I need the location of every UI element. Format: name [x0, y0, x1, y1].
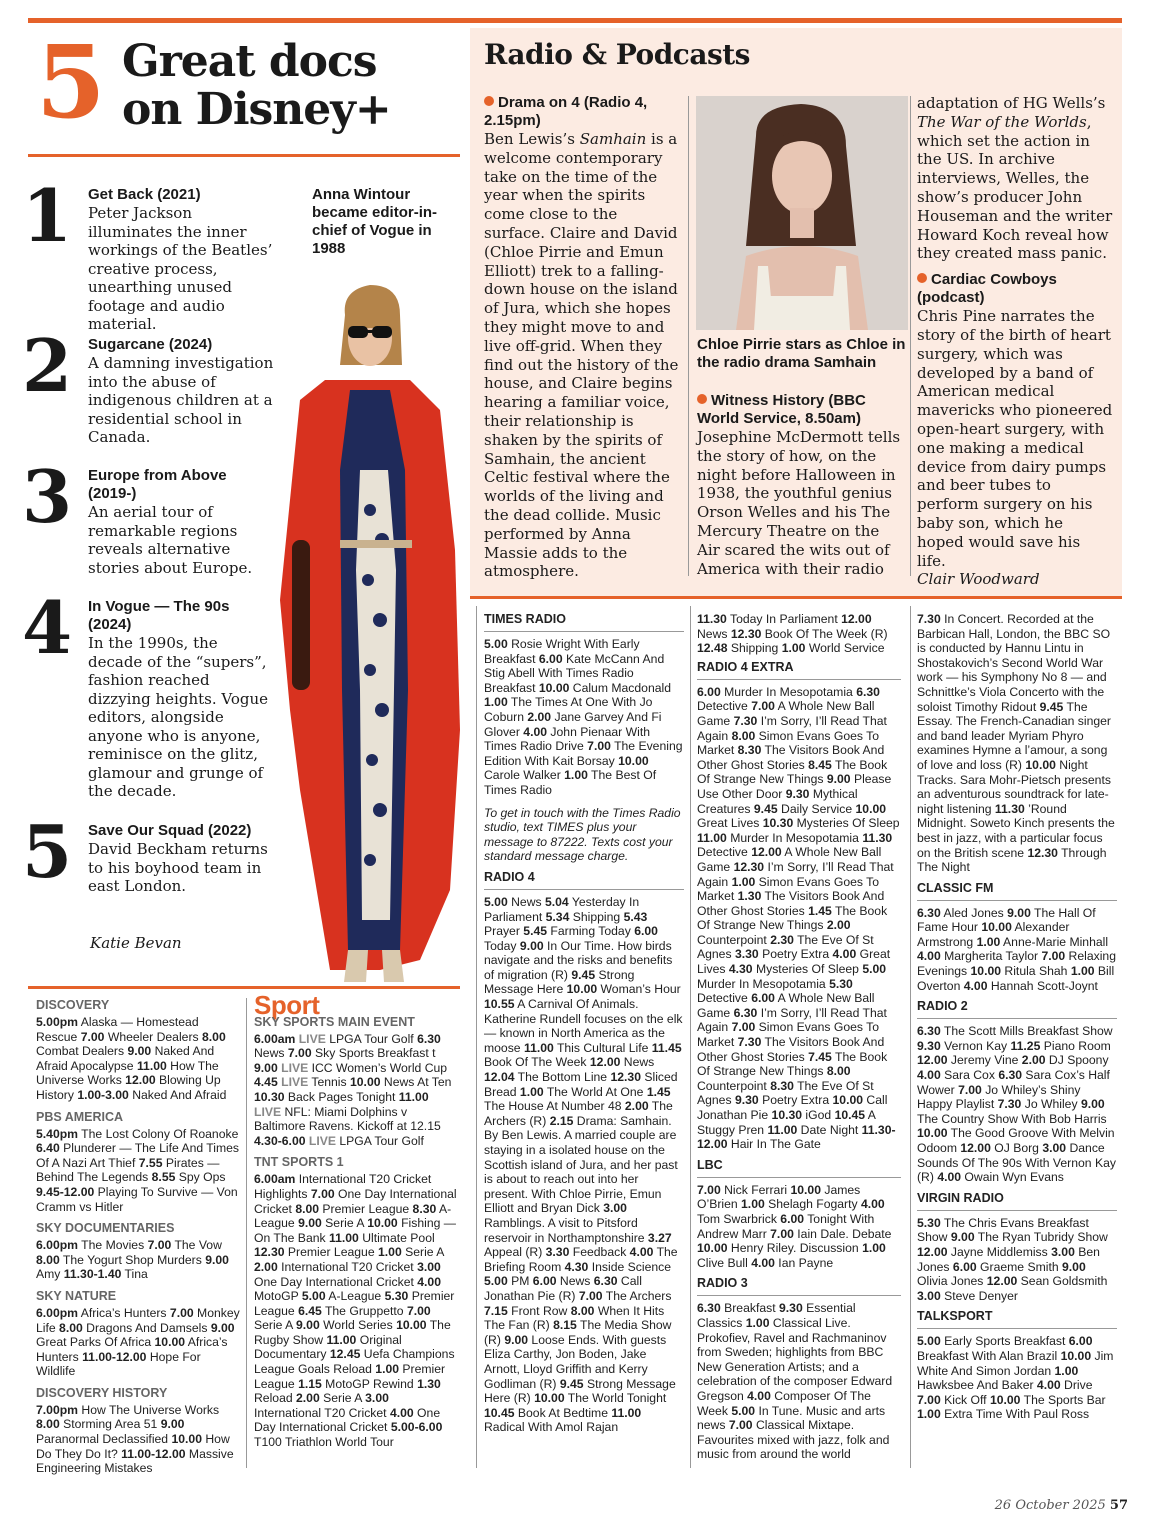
station-heading: TALKSPORT: [917, 1309, 993, 1324]
anna-wintour-photo: [270, 270, 465, 985]
item-number: 1: [22, 173, 73, 258]
doc-item: Sugarcane (2024) A damning investigation into the abuse of indigenous children at a residential school in Canada.: [88, 336, 274, 446]
station-listing: 6.00 Murder In Mesopotamia 6.30 Detective 7.00 A Whole New Ball Game 7.30 I’m Sorry, I’ll Read That Again 8.00 Simon Evans Goes To Market 8.30 The Visitors Book And Other Ghost Stories 8.45 The Book Of Strange New Things 9.00 Please Use Other Door 9.30 Mythical Creatures 9.45 Daily Service 10.00 Great Lives 10.30 Mysteries Of Sleep 11.00 Murder In Mesopotamia 11.30 Detective 12.00 A Whole New Ball Game 12.30 I’m Sorry, I’ll Read That Again 1.00 Simon Evans Goes To Market 1.30 The Visitors Book And Other Ghost Stories 1.45 The Book Of Strange New Things 2.00 Counterpoint 2.30 The Eve Of St Agnes 3.30 Poetry Extra 4.00 Great Lives 4.30 Mysteries Of Sleep 5.00 Murder In Mesopotamia 5.30 Detective 6.00 A Whole New Ball Game 6.30 I’m Sorry, I’ll Read That Again 7.00 Simon Evans Goes To Market 7.30 The Visitors Book And Other Ghost Stories 7.45 The Book Of Strange New Things 8.00 Counterpoint 8.30 The Eve Of St Agnes 9.30 Poetry Extra 10.00 Call Jonathan Pie 10.30 iGod 10.45 A Stuggy Pren 11.00 Date Night 11.30-12.00 Hair In The Gate: [697, 684, 900, 1152]
item-number: 3: [22, 454, 73, 539]
sport-title: Sport: [254, 990, 320, 1020]
channel-heading: DISCOVERY: [36, 998, 110, 1012]
channel-heading: SKY DOCUMENTARIES: [36, 1221, 175, 1236]
station-heading: TIMES RADIO: [484, 612, 566, 626]
channel-heading: SKY SPORTS MAIN EVENT: [254, 1014, 415, 1029]
column-divider: [910, 606, 911, 1468]
tv-listings: [36, 998, 240, 1483]
bullet-icon: [917, 273, 927, 283]
bullet-icon: [697, 394, 707, 404]
station-listing: 6.30 Breakfast 9.30 Essential Classics 1.00 Classical Live. Prokofiev, Ravel and Rachmaninov from Sweden; highlights from BBC New Generation Artists; and a celebration of the composer Edward Gregson 4.00 Composer Of The Week 5.00 In Tune. Music and arts news 7.00 Classical Mixtape. Favourites mixed with jazz, folk and music from around the world: [697, 1301, 893, 1462]
doc-item: In Vogue — The 90s (2024) In the 1990s, the decade of the “supers”, fashion reached dizzying heights. Vogue editors, alongside anyone who is anyone, reminisce on the glitz, glamour and grunge of the decade.: [88, 598, 268, 800]
station-heading: RADIO 2: [917, 999, 968, 1014]
divider: [917, 1018, 1117, 1019]
right-radio-column: [917, 94, 1113, 589]
station-listing: 5.00 News 5.04 Yesterday In Parliament 5.34 Shipping 5.43 Prayer 5.45 Farming Today 6.00 Today 9.00 In Our Time. How birds navigate and the risks and benefits of migration (R) 9.45 Strong Message Here 10.00 Woman’s Hour 10.55 A Carnival Of Animals. Katherine Rundell focuses on the elk — known in North America as the moose 11.00 This Cultural Life 11.45 Book Of The Week 12.00 News 12.04 The Bottom Line 12.30 Sliced Bread 1.00 The World At One 1.45 The House At Number 48 2.00 The Archers (R) 2.15 Drama: Samhain. By Ben Lewis. A married couple are staying in a isolated house on the Scottish island of Jura, and her past is about to reach out into her present. With Chloe Pirrie, Emun Elliott and Bryan Dick 3.00 Ramblings. A visit to Pitsford reservoir in Northamptonshire 3.27 Appeal (R) 3.30 Feedback 4.00 The Briefing Room 4.30 Inside Science 5.00 PM 6.00 News 6.30 Call Jonathan Pie (R) 7.00 The Archers 7.15 Front Row 8.00 When It Hits The Fan (R) 8.15 The Media Show (R) 9.00 Loose Ends. With guests Eliza Carthy, Jon Boden, Jake Arnott, Lloyd Griffith and Kerry Godliman (R) 9.45 Strong Message Here (R) 10.00 The World Tonight 10.45 Book At Bedtime 11.00 Radical With Amol Rajan: [484, 894, 683, 1435]
cowboys-heading: Cardiac Cowboys (podcast): [917, 271, 1057, 307]
divider: [484, 631, 684, 632]
page-footer: 26 October 2025 57: [994, 1498, 1128, 1513]
witness-continued: adaptation of HG Wells’s The War of the Worlds, which set the action in the US. In archive interviews, Welles, the show’s producer John Houseman and the writer Howard Koch reveal how they created mass panic.: [917, 94, 1113, 263]
divider: [697, 1177, 901, 1178]
station-heading: CLASSIC FM: [917, 880, 994, 895]
top-rule: [28, 18, 1122, 23]
radio-listings-col2: [697, 612, 901, 1462]
doc-item: Get Back (2021) Peter Jackson illuminates the inner workings of the Beatles’ creative process, unearthing unused footage and audio material.: [88, 186, 273, 333]
divider: [917, 900, 1117, 901]
docs-bottom-rule: [28, 986, 460, 989]
divider: [697, 1295, 901, 1296]
station-listing: 6.30 The Scott Mills Breakfast Show 9.30 Vernon Kay 11.25 Piano Room 12.00 Jeremy Vine 2.00 DJ Spoony 4.00 Sara Cox 6.30 Sara Cox’s Half Wower 7.00 Jo Whiley’s Shiny Happy Playlist 7.30 Jo Whiley 9.00 The Country Show With Bob Harris 10.00 The Good Groove With Melvin Odoom 12.00 OJ Borg 3.00 Dance Sounds Of The 90s With Vernon Kay (R) 4.00 Owain Wyn Evans: [917, 1024, 1116, 1185]
divider: [484, 889, 684, 890]
column-divider: [476, 606, 477, 1468]
divider: [917, 1328, 1117, 1329]
radio-byline: Clair Woodward: [917, 570, 1040, 589]
channel-listing: 6.00am LIVE LPGA Tour Golf 6.30 News 7.00 Sky Sports Breakfast t 9.00 LIVE ICC Women’s World Cup 4.45 LIVE Tennis 10.00 News At Ten 10.30 Back Pages Tonight 11.00 LIVE NFL: Miami Dolphins v Baltimore Ravens. Kickoff at 12.15 4.30-6.00 LIVE LPGA Tour Golf: [254, 1031, 452, 1148]
station-heading: LBC: [697, 1157, 723, 1172]
channel-listing: 5.00pm Alaska — Homestead Rescue 7.00 Wheeler Dealers 8.00 Combat Dealers 9.00 Naked And Afraid Apocalypse 11.00 How The Universe Works 12.00 Blowing Up History 1.00-3.00 Naked And Afraid: [36, 1015, 227, 1102]
channel-heading: SKY NATURE: [36, 1288, 117, 1303]
witness-body: Josephine McDermott tells the story of how, on the night before Halloween in 1938, the youthful genius Orson Welles and his The Mercury Theatre on the Air scared the wits out of America with their radio: [697, 428, 901, 578]
divider: [917, 1210, 1117, 1211]
item-number: 5: [22, 809, 73, 894]
wintour-caption: Anna Wintour became editor-in-chief of Vogue in 1988: [312, 186, 438, 257]
doc-item: Save Our Squad (2022) David Beckham returns to his boyhood team in east London.: [88, 822, 268, 895]
divider: [697, 679, 901, 680]
column-divider: [688, 96, 689, 576]
radio-listings-col1: [484, 612, 684, 1435]
radio-title: Radio & Podcasts: [484, 38, 750, 71]
drama-column: [484, 94, 680, 581]
radio-listings-col3: [917, 612, 1117, 1422]
station-listing: 5.00 Rosie Wright With Early Breakfast 6.00 Kate McCann And Stig Abell With Times Radio Breakfast 10.00 Calum Macdonald 1.00 The Times At One With Jo Coburn 2.00 Jane Garvey And Fi Glover 4.00 John Pienaar With Times Radio Drive 7.00 The Evening Edition With Kait Borsay 10.00 Carole Walker 1.00 The Best Of Times Radio: [484, 637, 683, 797]
station-listing: 6.30 Aled Jones 9.00 The Hall Of Fame Hour 10.00 Alexander Armstrong 1.00 Anne-Marie Minhall 4.00 Margherita Taylor 7.00 Relaxing Evenings 10.00 Ritula Shah 1.00 Bill Overton 4.00 Hannah Scott-Joynt: [917, 905, 1116, 993]
chloe-pirrie-photo: [696, 96, 908, 330]
item-number: 2: [22, 323, 73, 408]
channel-listing: 6.00pm The Movies 7.00 The Vow 8.00 The Yogurt Shop Murders 9.00 Amy 11.30-1.40 Tina: [36, 1238, 229, 1282]
drama-body: Ben Lewis’s Samhain is a welcome contemporary take on the time of the year when the spirits come close to the surface. Claire and David (Chloe Pirrie and Emun Elliott) trek to a falling-down house on the island of Jura, which she hopes they might move to and live off-grid. When they find out the history of the house, and Claire begins hearing a familiar voice, their relationship is shaken by the spirits of Samhain, the ancient Celtic festival where the worlds of the living and the dead collide. Music performed by Anna Massie adds to the atmosphere.: [484, 130, 679, 581]
station-listing: 7.30 In Concert. Recorded at the Barbican Hall, London, the BBC SO is conducted by Hannu Lintu in Shostakovich’s Second World War work — his Symphony No 8 — and Schnittke’s Viola Concerto with the soloist Timothy Ridout 9.45 The Essay. The French-Canadian singer and band leader Myriam Phyro examines Hymne a l’amour, a song of love and loss (R) 10.00 Night Tracks. Sara Mohr-Pietsch presents an adventurous soundtrack for late-night listening 11.30 ’Round Midnight. Soweto Kinch presents the best in jazz, with a particular focus on the British scene 12.30 Through The Night: [917, 612, 1115, 875]
chloe-caption: Chloe Pirrie stars as Chloe in the radio drama Samhain: [697, 336, 906, 371]
column-divider: [246, 998, 247, 1468]
channel-heading: TNT SPORTS 1: [254, 1155, 344, 1170]
station-listing: 11.30 Today In Parliament 12.00 News 12.30 Book Of The Week (R) 12.48 Shipping 1.00 World Service: [697, 612, 888, 656]
channel-listing: 6.00pm Africa’s Hunters 7.00 Monkey Life 8.00 Dragons And Damsels 9.00 Great Parks Of Africa 10.00 Africa’s Hunters 11.00-12.00 Hope For Wildlife: [36, 1305, 240, 1379]
docs-title: Great docs on Disney+: [122, 36, 391, 135]
docs-byline: Katie Bevan: [90, 934, 182, 952]
docs-rule: [28, 154, 460, 157]
witness-column: [697, 392, 905, 578]
channel-heading: PBS AMERICA: [36, 1109, 124, 1124]
channel-listing: 7.00pm How The Universe Works 8.00 Storming Area 51 9.00 Paranormal Declassified 10.00 How Do They Do It? 11.00-12.00 Massive Engineering Mistakes: [36, 1402, 234, 1476]
item-number: 4: [22, 585, 73, 670]
channel-heading: DISCOVERY HISTORY: [36, 1385, 168, 1400]
station-listing: 5.00 Early Sports Breakfast 6.00 Breakfast With Alan Brazil 10.00 Jim White And Simon Jordan 1.00 Hawksbee And Baker 4.00 Drive 7.00 Kick Off 10.00 The Sports Bar 1.00 Extra Time With Paul Ross: [917, 1334, 1114, 1422]
station-heading: RADIO 3: [697, 1276, 748, 1291]
docs-big-number: 5: [36, 23, 106, 141]
sport-listings: [254, 990, 458, 1457]
station-listing: 7.00 Nick Ferrari 10.00 James O’Brien 1.00 Shelagh Fogarty 4.00 Tom Swarbrick 6.00 Tonight With Andrew Marr 7.00 Iain Dale. Debate 10.00 Henry Riley. Discussion 1.00 Clive Bull 4.00 Ian Payne: [697, 1182, 892, 1270]
radio-rule: [470, 596, 1122, 599]
bullet-icon: [484, 96, 494, 106]
times-note: To get in touch with the Times Radio studio, text TIMES plus your message to 87222. Texts cost your standard message charge.: [484, 805, 681, 864]
channel-listing: 6.00am International T20 Cricket Highlights 7.00 One Day International Cricket 8.00 Premier League 8.30 A-League 9.00 Serie A 10.00 Fishing — On The Bank 11.00 Ultimate Pool 12.30 Premier League 1.00 Serie A 2.00 International T20 Cricket 3.00 One Day International Cricket 4.00 MotoGP 5.00 A-League 5.30 Premier League 6.45 The Gruppetto 7.00 Serie A 9.00 World Series 10.00 The Rugby Show 11.00 Original Documentary 12.45 Uefa Champions League Goals Reload 1.00 Premier League 1.15 MotoGP Rewind 1.30 Reload 2.00 Serie A 3.00 International T20 Cricket 4.00 One Day International Cricket 5.00-6.00 T100 Triathlon World Tour: [254, 1172, 457, 1450]
station-listing: 5.30 The Chris Evans Breakfast Show 9.00 The Ryan Tubridy Show 12.00 Jayne Middlemiss 3.00 Ben Jones 6.00 Graeme Smith 9.00 Olivia Jones 12.00 Sean Goldsmith 3.00 Steve Denyer: [917, 1215, 1108, 1303]
column-divider: [690, 606, 691, 1468]
cowboys-body: Chris Pine narrates the story of the birth of heart surgery, which was developed by a band of American medical mavericks who pioneered open-heart surgery, with one making a medical device from dairy pumps and beer tubes to perform surgery on his baby son, which he hoped would save his life.: [917, 307, 1113, 570]
station-heading: VIRGIN RADIO: [917, 1190, 1004, 1205]
drama-heading: Drama on 4 (Radio 4, 2.15pm): [484, 94, 648, 129]
doc-item: Europe from Above (2019-) An aerial tour of remarkable regions reveals alternative stories about Europe.: [88, 467, 253, 577]
page-number: 57: [1109, 1498, 1128, 1513]
channel-listing: 5.40pm The Lost Colony Of Roanoke 6.40 Plunderer — The Life And Times Of A Nazi Art Thief 7.55 Pirates — Behind The Legends 8.55 Spy Ops 9.45-12.00 Playing To Survive — Von Cramm vs Hitler: [36, 1126, 240, 1214]
witness-heading: Witness History (BBC World Service, 8.50am): [697, 392, 866, 427]
station-heading: RADIO 4: [484, 869, 535, 884]
station-heading: RADIO 4 EXTRA: [697, 659, 794, 674]
column-divider: [910, 96, 911, 576]
